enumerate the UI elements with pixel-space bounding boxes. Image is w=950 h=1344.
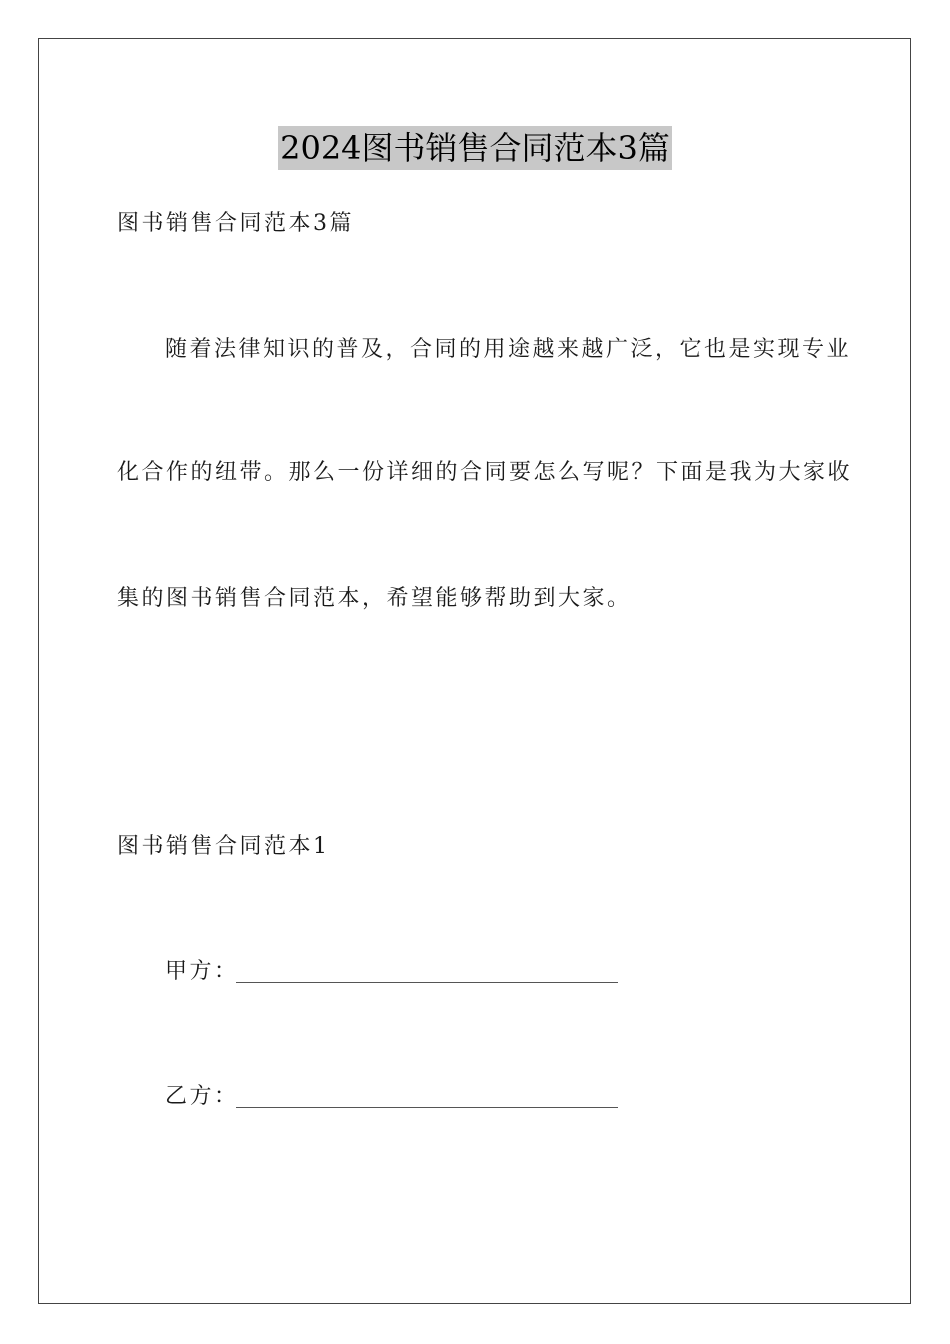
party-b-label: 乙方： [165, 1084, 239, 1109]
intro-line-1: 随着法律知识的普及，合同的用途越来越广泛，它也是实现专业 [165, 337, 852, 362]
party-a-label: 甲方： [165, 959, 239, 984]
party-a-blank-line [236, 982, 618, 983]
document-subtitle: 图书销售合同范本3篇 [117, 211, 354, 236]
intro-line-3: 集的图书销售合同范本，希望能够帮助到大家。 [117, 586, 632, 611]
intro-line-2: 化合作的纽带。那么一份详细的合同要怎么写呢？下面是我为大家收 [117, 460, 853, 485]
party-b-blank-line [236, 1107, 618, 1108]
section-heading: 图书销售合同范本1 [117, 834, 330, 859]
document-title: 2024图书销售合同范本3篇 [278, 126, 672, 170]
title-container [0, 126, 950, 170]
